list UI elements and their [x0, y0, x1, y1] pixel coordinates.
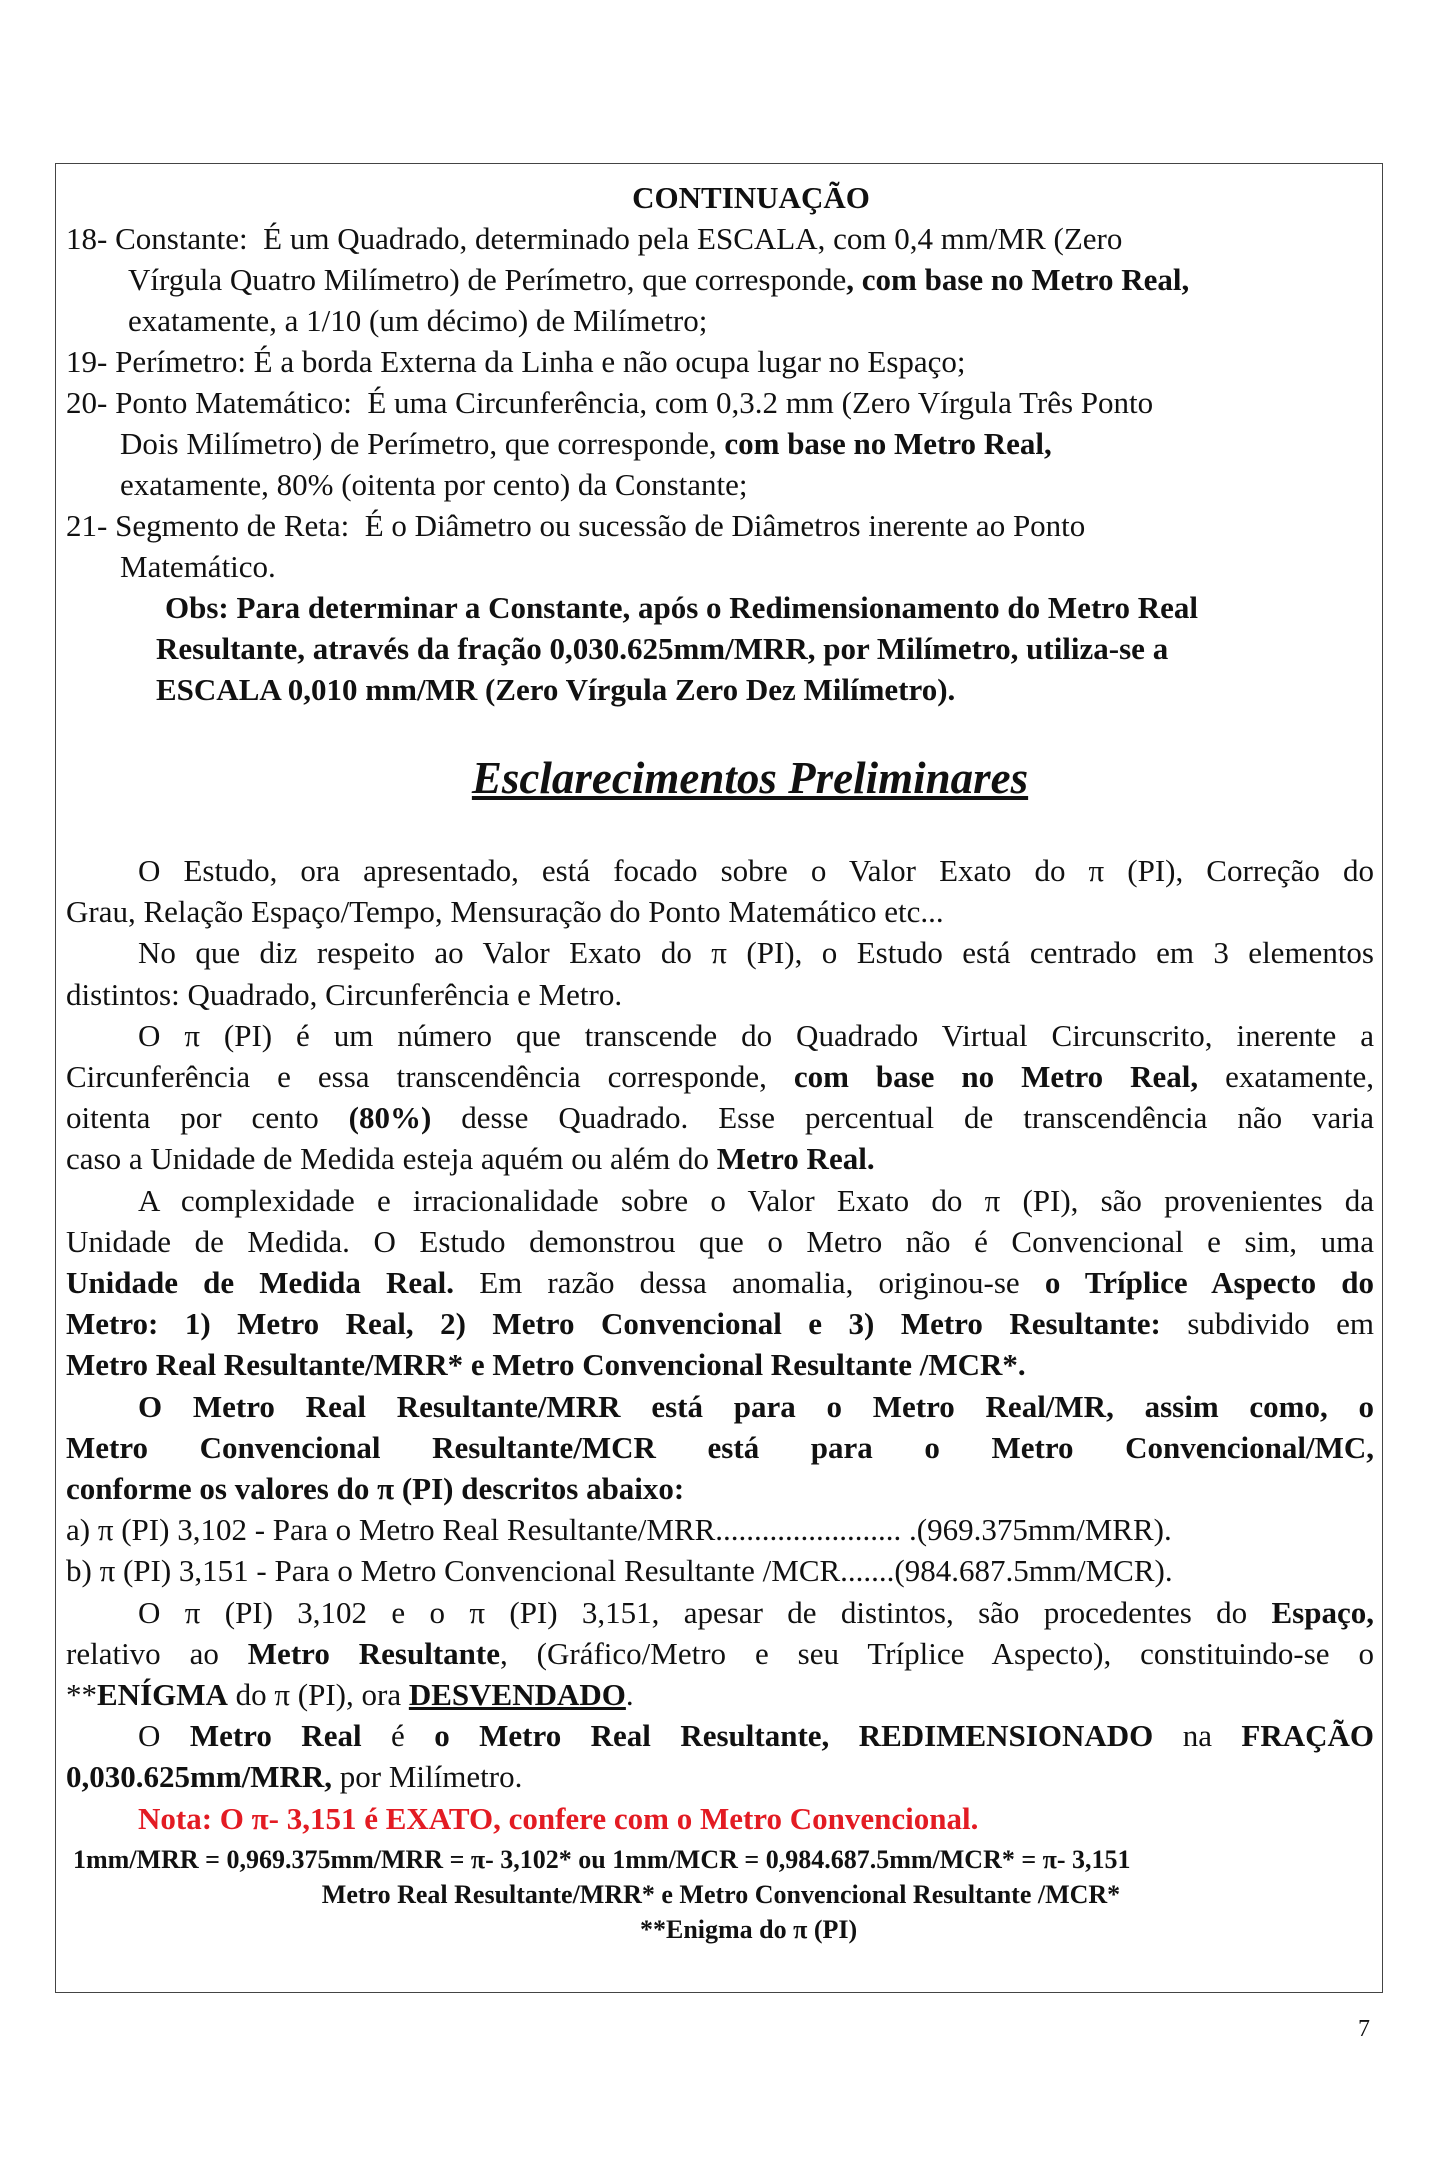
text-run: Metro Convencional Resultante/MCR está para o Metro Convencional/MC,: [66, 1429, 1374, 1465]
text-run: exatamente,: [1198, 1059, 1374, 1095]
text-run: DESVENDADO: [408, 1677, 626, 1713]
text-run: na: [1153, 1718, 1242, 1754]
text-run: (80%): [348, 1100, 432, 1136]
text-run: O π (PI) 3,102 e o π (PI) 3,151, apesar de distintos, são procedentes do: [138, 1594, 1272, 1630]
text-line: [66, 1509, 1374, 1550]
text-run: do π (PI), ora: [227, 1677, 409, 1713]
text-line: [66, 1798, 1374, 1839]
text-line: [66, 850, 1374, 891]
text-run: Metro Real Resultante/MRR* e Metro Convencional Resultante /MCR*.: [66, 1347, 1026, 1383]
text-run: Matemático.: [120, 549, 276, 584]
text-line: [66, 546, 1376, 587]
text-line: [66, 423, 1376, 464]
text-run: 20- Ponto Matemático: É uma Circunferência, com 0,3.2 mm (Zero Vírgula Três Ponto: [66, 385, 1154, 420]
text-line: [66, 300, 1376, 341]
text-line: [66, 1756, 1374, 1797]
text-line: [66, 259, 1376, 300]
text-line: [66, 669, 1376, 710]
text-run: O Estudo, ora apresentado, está focado sobre o Valor Exato do π (PI), Correção do: [138, 853, 1374, 888]
text-run: O Metro Real Resultante/MRR está para o Metro Real/MR, assim como, o: [138, 1388, 1374, 1424]
text-line: [66, 1427, 1374, 1468]
text-run: Obs: Para determinar a Constante, após o Redimensionamento do Metro Real: [165, 590, 1198, 625]
text-run: a) π (PI) 3,102 - Para o Metro Real Resultante/MRR........................ .(969.375mm/MRR).: [66, 1512, 1172, 1548]
text-run: ENÍGMA: [97, 1677, 228, 1713]
text-line: [66, 1674, 1374, 1715]
text-run: 19- Perímetro: É a borda Externa da Linha e não ocupa lugar no Espaço;: [66, 344, 966, 379]
text-run: A complexidade e irracionalidade sobre o Valor Exato do π (PI), são provenientes da: [138, 1182, 1374, 1218]
text-run: 0,030.625mm/MRR,: [66, 1759, 333, 1795]
text-line: [66, 464, 1376, 505]
text-run: Unidade de Medida Real.: [66, 1265, 455, 1301]
text-line: [66, 1468, 1374, 1509]
formula-notes: [66, 1842, 1376, 1947]
text-line: [66, 1715, 1374, 1756]
text-run: .: [625, 1677, 634, 1713]
text-line: [66, 1015, 1374, 1056]
text-line: [66, 1550, 1374, 1591]
text-line: [66, 1633, 1374, 1674]
text-line: [66, 932, 1374, 973]
text-line: [66, 1386, 1374, 1427]
text-line: [66, 1180, 1374, 1221]
text-run: FRAÇÃO: [1241, 1718, 1375, 1754]
text-run: No que diz respeito ao Valor Exato do π (PI), o Estudo está centrado em 3 elementos: [138, 935, 1374, 971]
text-line: [66, 974, 1374, 1015]
text-run: exatamente, 80% (oitenta por cento) da Constante;: [120, 467, 748, 502]
text-run: com base no Metro Real,: [724, 426, 1052, 461]
text-line: [66, 1097, 1374, 1138]
text-run: Unidade de Medida. O Estudo demonstrou que o Metro não é Convencional e sim, uma: [66, 1223, 1374, 1259]
formula-line: 1mm/MRR = 0,969.375mm/MRR = π- 3,102* ou 1mm/MCR = 0,984.687.5mm/MCR* = π- 3,151: [73, 1845, 1131, 1874]
text-run: **: [66, 1677, 97, 1713]
text-run: distintos: Quadrado, Circunferência e Metro.: [66, 976, 623, 1012]
text-run: Circunferência e essa transcendência corresponde,: [66, 1059, 794, 1095]
text-run: b) π (PI) 3,151 - Para o Metro Convencional Resultante /MCR.......(984.687.5mm/MCR).: [66, 1553, 1173, 1589]
text-line: [66, 1221, 1374, 1262]
text-run: subdivido em: [1160, 1306, 1374, 1342]
section-title: CONTINUAÇÃO: [632, 180, 870, 215]
note-text: Nota: O π- 3,151 é EXATO, confere com o Metro Convencional.: [138, 1800, 979, 1836]
text-run: 18- Constante: É um Quadrado, determinado pela ESCALA, com 0,4 mm/MR (Zero: [66, 221, 1123, 256]
text-run: exatamente, a 1/10 (um décimo) de Milímetro;: [128, 303, 708, 338]
text-run: oitenta por cento: [66, 1100, 349, 1136]
text-line: [66, 891, 1374, 932]
text-run: Metro Real: [189, 1718, 362, 1754]
text-line: [66, 1138, 1374, 1179]
text-run: com base no Metro Real,: [793, 1059, 1199, 1095]
heading-esclarecimentos: Esclarecimentos Preliminares: [471, 753, 1029, 803]
text-run: Dois Milímetro) de Perímetro, que corresponde,: [120, 426, 725, 461]
text-line: [66, 382, 1376, 423]
text-run: O: [138, 1718, 190, 1754]
text-line: [66, 1056, 1374, 1097]
text-run: , com base no Metro Real,: [846, 262, 1190, 297]
text-run: ESCALA 0,010 mm/MR (Zero Vírgula Zero Dez Milímetro).: [156, 672, 956, 707]
text-run: é: [361, 1718, 435, 1754]
body-text: [66, 850, 1374, 1839]
text-line: [66, 1303, 1374, 1344]
definitions-list: [66, 218, 1376, 710]
text-line: [66, 628, 1376, 669]
text-run: desse Quadrado. Esse percentual de transcendência não varia: [431, 1100, 1374, 1136]
text-run: por Milímetro.: [332, 1759, 523, 1795]
text-run: Em razão dessa anomalia, originou-se: [454, 1265, 1045, 1301]
text-run: relativo ao: [66, 1635, 248, 1671]
text-run: Grau, Relação Espaço/Tempo, Mensuração do Ponto Matemático etc...: [66, 894, 944, 930]
text-run: conforme os valores do π (PI) descritos abaixo:: [66, 1471, 685, 1507]
text-line: [66, 341, 1376, 382]
text-run: Vírgula Quatro Milímetro) de Perímetro, que corresponde: [128, 262, 847, 297]
text-line: [66, 1262, 1374, 1303]
text-line: [66, 1592, 1374, 1633]
text-line: [66, 218, 1376, 259]
text-line: [66, 1344, 1374, 1385]
text-run: Metro Real.: [716, 1141, 875, 1177]
text-run: Resultante, através da fração 0,030.625mm/MRR, por Milímetro, utiliza-se a: [156, 631, 1169, 666]
footnote-line: **Enigma do π (PI): [640, 1915, 858, 1944]
page-number: 7: [1358, 2016, 1370, 2042]
text-run: Metro: 1) Metro Real, 2) Metro Convencional e 3) Metro Resultante:: [66, 1306, 1161, 1342]
text-run: , (Gráfico/Metro e seu Tríplice Aspecto), constituindo-se o: [499, 1635, 1374, 1671]
text-run: O π (PI) é um número que transcende do Quadrado Virtual Circunscrito, inerente a: [138, 1017, 1374, 1053]
text-line: [66, 505, 1376, 546]
text-run: o Metro Real Resultante, REDIMENSIONADO: [434, 1718, 1154, 1754]
legend-line: Metro Real Resultante/MRR* e Metro Convencional Resultante /MCR*: [321, 1880, 1121, 1909]
definitions-section: [66, 177, 1376, 710]
text-line: [66, 587, 1376, 628]
text-run: o Tríplice Aspecto do: [1044, 1265, 1374, 1301]
text-run: Espaço,: [1271, 1594, 1374, 1630]
text-run: Metro Resultante: [247, 1635, 500, 1671]
text-run: caso a Unidade de Medida esteja aquém ou além do: [66, 1141, 717, 1177]
text-run: 21- Segmento de Reta: É o Diâmetro ou sucessão de Diâmetros inerente ao Ponto: [66, 508, 1086, 543]
